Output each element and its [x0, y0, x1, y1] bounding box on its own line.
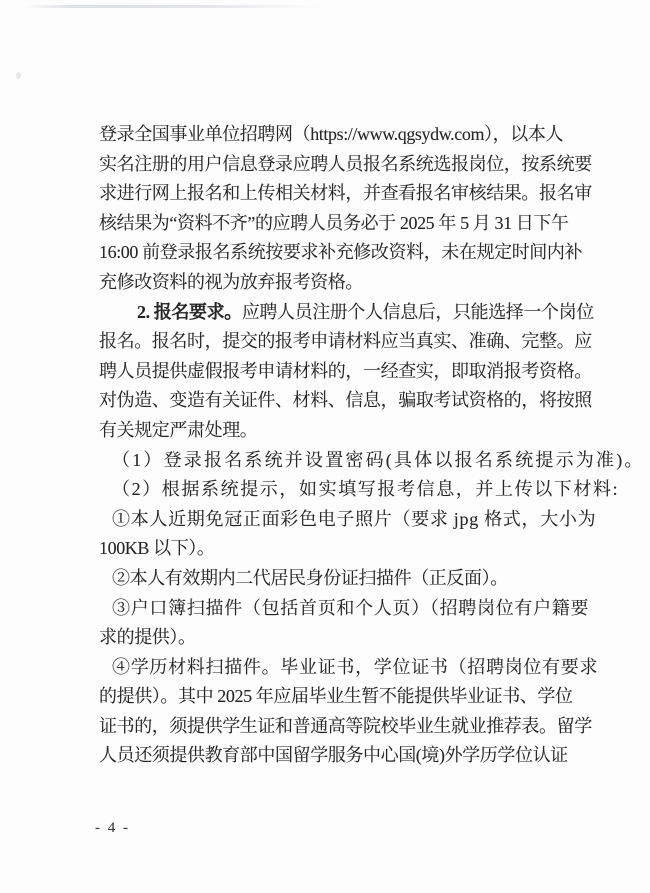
text-line-16: ②本人有效期内二代居民身份证扫描件（正反面）。 — [112, 567, 508, 588]
text-line-6: 充修改资料的视为放弃报考资格。 — [99, 271, 363, 292]
text-line-14: ①本人近期免冠正面彩色电子照片（要求 jpg 格式，大小为 — [112, 508, 597, 529]
text-line-17: ③户口簿扫描件（包括首页和个人页）（招聘岗位有户籍要 — [112, 597, 590, 618]
page-number: - 4 - — [95, 820, 130, 836]
text-line-20: 的提供）。其中 2025 年应届毕业生暂不能提供毕业证书、学位 — [99, 686, 573, 707]
scan-artifact-speck — [16, 72, 21, 79]
text-line-8: 报名。报名时，提交的报考申请材料应当真实、准确、完整。应 — [99, 331, 592, 352]
text-line-18: 求的提供）。 — [99, 627, 196, 648]
text-line-19: ④学历材料扫描件。毕业证书，学位证书（招聘岗位有要求 — [112, 656, 599, 677]
text-line-1: 登录全国事业单位招聘网（https://www.qgsydw.com），以本人 — [99, 124, 564, 144]
document-text-block — [99, 120, 645, 771]
text-line-12: （1）登录报名系统并设置密码(具体以报名系统提示为准)。 — [112, 449, 645, 470]
text-line-3: 求进行网上报名和上传相关材料，并查看报名审核结果。报名审 — [99, 183, 592, 204]
text-line-22: 人员还须提供教育部中国留学服务中心国(境)外学历学位认证 — [99, 745, 568, 766]
scan-artifact-streak — [22, 5, 322, 8]
paragraph-heading-bold: 2. 报名要求。 — [137, 301, 242, 322]
text-line-21: 证书的，须提供学生证和普通高等院校毕业生就业推荐表。留学 — [99, 715, 592, 736]
text-line-9: 聘人员提供虚假报考申请材料的，一经查实，即取消报考资格。 — [99, 360, 592, 381]
text-line-5: 16:00 前登录报名系统按要求补充修改资料，未在规定时间内补 — [99, 242, 583, 263]
text-line-13: （2）根据系统提示，如实填写报考信息，并上传以下材料: — [112, 479, 620, 500]
paragraph-body: 应聘人员注册个人信息后，只能选择一个岗位 — [241, 301, 594, 322]
text-line-4: 核结果为“资料不齐”的应聘人员务必于 2025 年 5 月 31 日下午 — [99, 212, 569, 233]
text-line-10: 对伪造、变造有关证件、材料、信息，骗取考试资格的，将按照 — [99, 390, 592, 411]
text-line-15: 100KB 以下）。 — [99, 538, 215, 559]
text-line-7 — [99, 298, 593, 328]
text-line-11: 有关规定严肃处理。 — [99, 419, 258, 440]
text-line-2: 实名注册的用户信息登录应聘人员报名系统选报岗位，按系统要 — [99, 153, 592, 174]
